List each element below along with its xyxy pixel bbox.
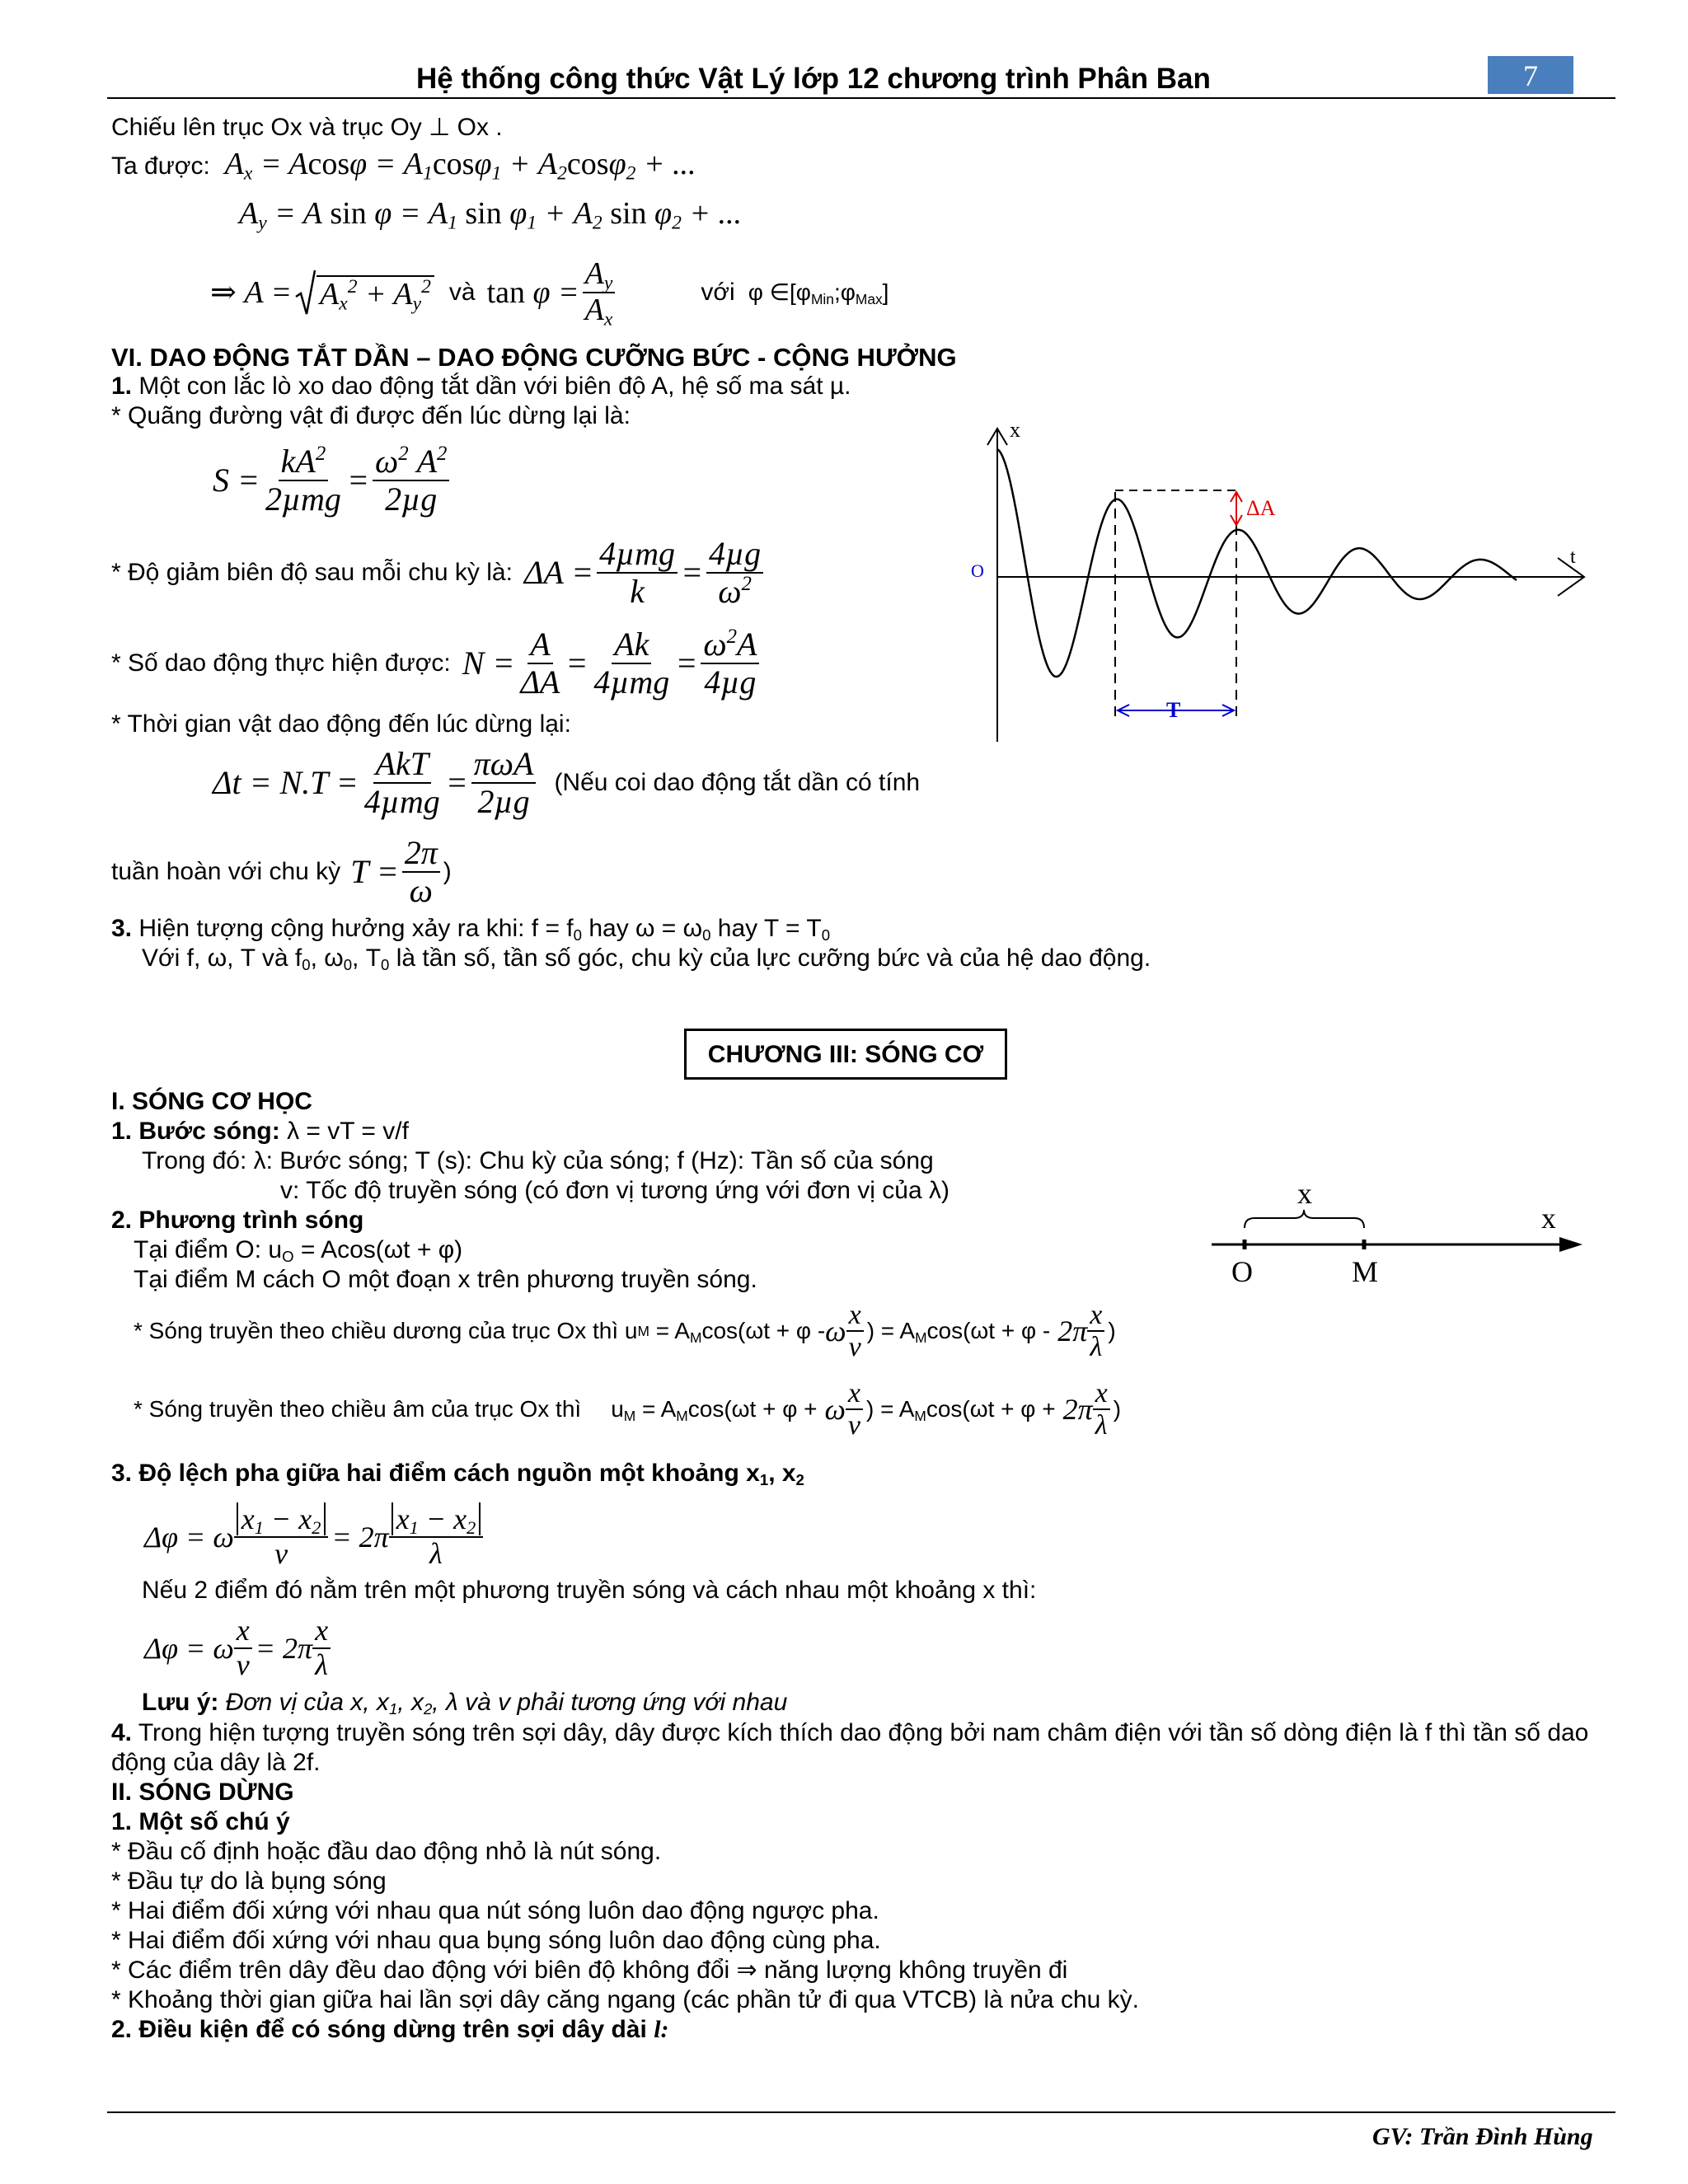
svg-text:x: x [1297, 1179, 1312, 1210]
phase-formula: Δφ = ω $\frac{x_1 - x_2}{v}$ = 2π $\frac{x_1 - x_2}{\lambda}$ [144, 1492, 486, 1582]
ay-formula: $A_y = A$ $\sin \varphi = A_1$ $\sin \varphi_1 + A_2$ $\sin \varphi_2$ + ... [239, 196, 743, 234]
at-M-line: Tại điểm M cách O một đoạn x trên phương truyền sóng. [134, 1266, 757, 1293]
s1-heading: I. SÓNG CƠ HỌC [111, 1088, 312, 1115]
condition-heading: 2. Điều kiện để có sóng dừng trên sợi dây dài l: [111, 2016, 669, 2043]
at-O-line: Tại điểm O: $u_O = Acos(\omega t + \varphi)$ [134, 1236, 463, 1266]
time-label: * Thời gian vật dao động đến lúc dừng lại: [111, 710, 571, 738]
note-item: * Đầu tự do là bụng sóng [111, 1868, 387, 1895]
damped-wave-curve [997, 449, 1517, 677]
positive-direction-formula: * Sóng truyền theo chiều dương của trục Ox thì u M = $A_M\cos(\omega t + \varphi$ - ω $\frac{x}{v}$ ) = $A_M\cos(\omega t + \varphi$ - 2π $\frac{x}{\lambda}$ ) [134, 1299, 1116, 1362]
note-item: * Hai điểm đối xứng với nhau qua bụng sóng luôn dao động cùng pha. [111, 1927, 881, 1954]
item-3: 3. Hiện tượng cộng hưởng xảy ra khi: $f = f_0$ hay $\omega = \omega_0$ hay $T = T_0$ [111, 915, 831, 944]
ax-formula: Ta được: $A_x = Acos\varphi = A_1\cos\varphi_1 + A_2\cos\varphi_2$ + ... [111, 147, 696, 185]
item-4-line2: động của dây là 2f. [111, 1749, 321, 1776]
item-1: 1. Một con lắc lò xo dao động tắt dần với biên độ A, hệ số ma sát µ. [111, 373, 851, 400]
time-formula: Δt = N.T = $\frac{\text{AkT}}{\text{4µmg}}$ = $\frac{\text{πωA}}{\text{2µg}}$ (Nếu coi dao động tắt dần có tính [213, 745, 921, 820]
note-line: Lưu ý: Đơn vị của x, $x_1$, $x_2$, λ và v phải tương ứng với nhau [142, 1689, 788, 1718]
wave-axis-diagram [1203, 1179, 1591, 1294]
graph-dA-label: ΔA [1246, 496, 1276, 520]
graph-x-label: x [1010, 418, 1020, 442]
s2-sub: 1. Một số chú ý [111, 1808, 290, 1835]
svg-text:M: M [1352, 1255, 1379, 1288]
damped-oscillation-graph [964, 416, 1615, 746]
svg-text:x: x [1541, 1202, 1556, 1235]
num-osc-formula: * Số dao động thực hiện được: N = $\frac{A}{\Delta A}$ = $\frac{Ak}{\text{4µmg}}$ = $\frac{\omega^2A}{\text{4µg}}$ [111, 618, 762, 709]
wavelength-where-2: v: Tốc độ truyền sóng (có đơn vị tương ứng với đơn vị của λ) [280, 1177, 950, 1204]
amp-drop-formula: * Độ giảm biên độ sau mỗi chu kỳ là: ΔA = $\frac{\text{4µmg}}{k}$ = $\frac{\text{4µg}}{\omega^2}$ [111, 527, 767, 618]
note-item: * Các điểm trên dây đều dao động với biên độ không đổi ⇒ năng lượng không truyền đi [111, 1957, 1068, 1984]
graph-T-label: T [1166, 698, 1181, 722]
distance-formula: S = $\frac{kA^2}{\text{2µmg}}$ = $\frac{\omega^2 A^2}{\text{2µg}}$ [213, 435, 452, 526]
svg-text:O: O [1231, 1255, 1253, 1288]
phase-formula-2: Δφ = ω $\frac{x}{v}$ = 2π $\frac{x}{\lambda}$ [144, 1607, 334, 1690]
page-title: Hệ thống công thức Vật Lý lớp 12 chương trình Phân Ban [416, 63, 1211, 95]
section-heading: VI. DAO ĐỘNG TẮT DẦN – DAO ĐỘNG CƯỠNG BỨC - CỘNG HƯỞNG [111, 343, 957, 372]
header-rule [107, 97, 1615, 99]
graph-origin-label: O [971, 560, 984, 581]
negative-direction-formula: * Sóng truyền theo chiều âm của trục Ox thì $u_M = A_M\cos(\omega t + \varphi$ + ω $\frac{x}{v}$ ) = $A_M\cos(\omega t + \varphi$ + 2π $\frac{x}{\lambda}$ ) [134, 1377, 1122, 1441]
footer-author: GV: Trần Đình Hùng [1372, 2123, 1593, 2150]
graph-t-label: t [1570, 546, 1576, 568]
chapter-title: CHƯƠNG III: SÓNG CƠ [707, 1041, 984, 1068]
wavelength-where: Trong đó: λ: Bước sóng; T (s): Chu kỳ của sóng; f (Hz): Tần số của sóng [142, 1147, 934, 1174]
axis-arrow-icon [1559, 1237, 1582, 1252]
s2-heading: II. SÓNG DỪNG [111, 1779, 294, 1806]
sqrt-icon: $A_x^2 + A_y^2$ [292, 269, 434, 316]
wave-eq-heading: 2. Phương trình sóng [111, 1207, 364, 1234]
wavelength-line: 1. Bước sóng: λ = vT = v/f [111, 1118, 409, 1145]
footer-rule [107, 2111, 1615, 2113]
note-item: * Hai điểm đối xứng với nhau qua nút sóng luôn dao động ngược pha. [111, 1897, 879, 1924]
amplitude-formula: ⇒ A = $A_x^2 + A_y^2$ và tan φ = $\frac{A_y}{A_x}$ với φ $\in[\varphi_{Min};\varphi_{Max}]$ [210, 256, 889, 330]
intro-line: Chiếu lên trục Ox và trục Oy ⊥ Ox . [111, 114, 503, 141]
ta-duoc-label: Ta được: [111, 152, 210, 180]
distance-label: * Quãng đường vật đi được đến lúc dừng lại là: [111, 402, 631, 429]
distance-brace [1245, 1210, 1364, 1228]
phase-heading: 3. Độ lệch pha giữa hai điểm cách nguồn một khoảng $x_1$, $x_2$ [111, 1460, 804, 1489]
page-number: 7 [1523, 59, 1538, 92]
period-formula: tuần hoàn với chu kỳ T = $\frac{2\pi}{\omega}$ ) [111, 834, 452, 909]
item-4: 4. Trong hiện tượng truyền sóng trên sợi dây, dây được kích thích dao động bởi nam châm điện với tần số dòng điện là f thì tần số dao [111, 1719, 1589, 1746]
item-3-line2: Với f, ω, T và $f_0$, $\omega_0$, $T_0$ là tần số, tần số góc, chu kỳ của lực cưỡng bức và của hệ dao động. [142, 944, 1151, 974]
note-item: * Khoảng thời gian giữa hai lần sợi dây căng ngang (các phần tử đi qua VTCB) là nửa chu kỳ. [111, 1986, 1139, 2013]
note-item: * Đầu cố định hoặc đầu dao động nhỏ là nút sóng. [111, 1838, 662, 1865]
same-line-text: Nếu 2 điểm đó nằm trên một phương truyền sóng và cách nhau một khoảng x thì: [142, 1577, 1037, 1604]
